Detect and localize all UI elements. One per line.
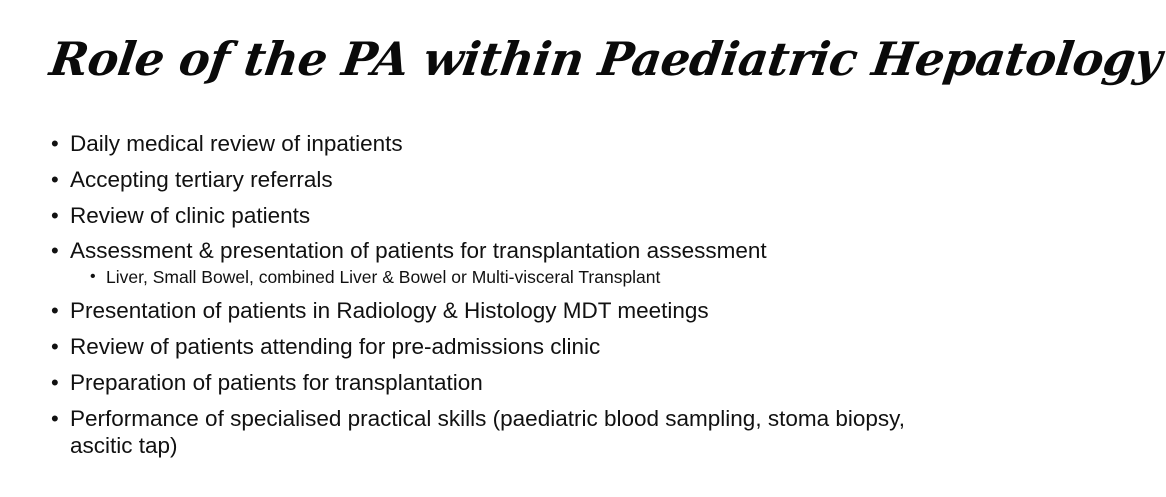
bullet-dot-icon: • xyxy=(51,333,59,359)
bullet-dot-icon: • xyxy=(51,405,59,431)
bullet-text: Accepting tertiary referrals xyxy=(70,166,333,192)
bullet-dot-icon: • xyxy=(51,166,59,192)
bullet-item xyxy=(50,166,920,193)
bullet-text: Review of patients attending for pre-admissions clinic xyxy=(70,333,601,359)
bullet-text: Preparation of patients for transplantation xyxy=(70,369,483,395)
bullet-dot-icon: • xyxy=(51,202,59,228)
bullet-list xyxy=(50,130,920,467)
bullet-text: Assessment & presentation of patients for transplantation assessment xyxy=(70,238,767,264)
sub-bullet-text: Liver, Small Bowel, combined Liver & Bowel or Multi-visceral Transplant xyxy=(106,267,661,288)
sub-bullet-list xyxy=(70,266,920,288)
bullet-dot-icon: • xyxy=(51,131,59,156)
bullet-dot-icon: • xyxy=(51,369,59,395)
slide-title: Role of the PA within Paediatric Hepatology xyxy=(46,32,1165,86)
bullet-item xyxy=(50,369,920,396)
bullet-dot-icon: • xyxy=(51,238,59,264)
bullet-item xyxy=(50,405,920,459)
sub-bullet-item xyxy=(88,266,920,288)
bullet-dot-icon: • xyxy=(51,298,59,324)
bullet-item xyxy=(50,237,920,288)
bullet-text: Performance of specialised practical skills (paediatric blood sampling, stoma biopsy, ascitic tap) xyxy=(70,405,905,458)
bullet-text: Presentation of patients in Radiology & Histology MDT meetings xyxy=(70,298,709,324)
bullet-text: Review of clinic patients xyxy=(70,202,311,228)
bullet-item xyxy=(50,202,920,229)
sub-bullet-dot-icon: • xyxy=(90,268,96,286)
bullet-item xyxy=(50,130,920,157)
bullet-item xyxy=(50,297,920,324)
bullet-item xyxy=(50,333,920,360)
bullet-text: Daily medical review of inpatients xyxy=(70,131,403,156)
